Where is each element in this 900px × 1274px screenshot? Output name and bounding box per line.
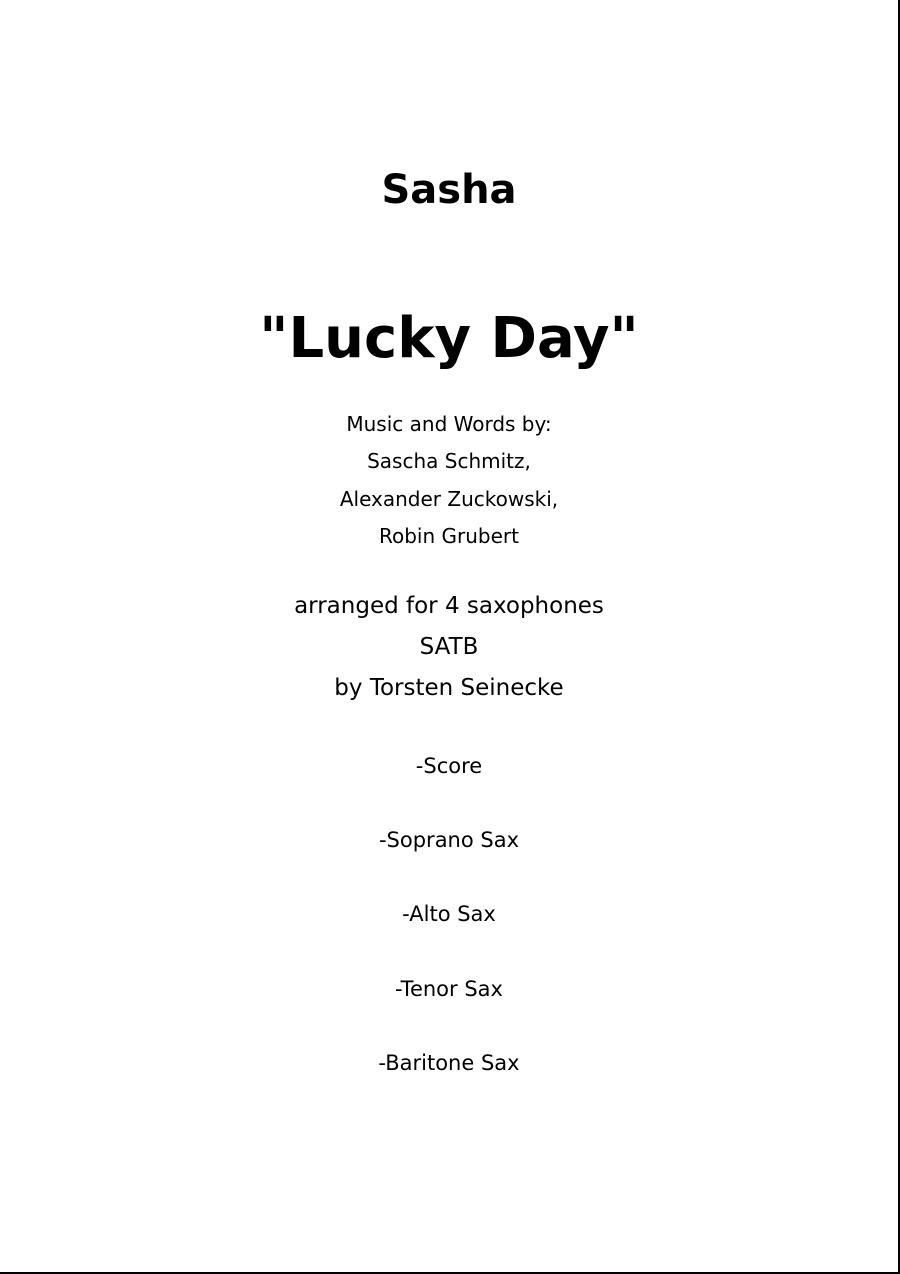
- arranger-name: by Torsten Seinecke: [334, 675, 564, 701]
- song-title: "Lucky Day": [259, 306, 639, 371]
- arrangement-voicing: SATB: [419, 634, 479, 660]
- arrangement-description: arranged for 4 saxophones: [294, 593, 604, 619]
- artist-name: Sasha: [381, 167, 517, 213]
- part-item-score: -Score: [415, 754, 483, 778]
- part-item-alto-sax: -Alto Sax: [402, 902, 496, 926]
- part-item-tenor-sax: -Tenor Sax: [395, 977, 503, 1001]
- credit-composer-2: Alexander Zuckowski,: [339, 487, 559, 511]
- part-item-soprano-sax: -Soprano Sax: [378, 828, 520, 852]
- credit-composer-3: Robin Grubert: [379, 524, 519, 548]
- credit-composer-1: Sascha Schmitz,: [367, 449, 531, 473]
- credits-heading: Music and Words by:: [346, 412, 552, 436]
- part-item-baritone-sax: -Baritone Sax: [378, 1051, 520, 1075]
